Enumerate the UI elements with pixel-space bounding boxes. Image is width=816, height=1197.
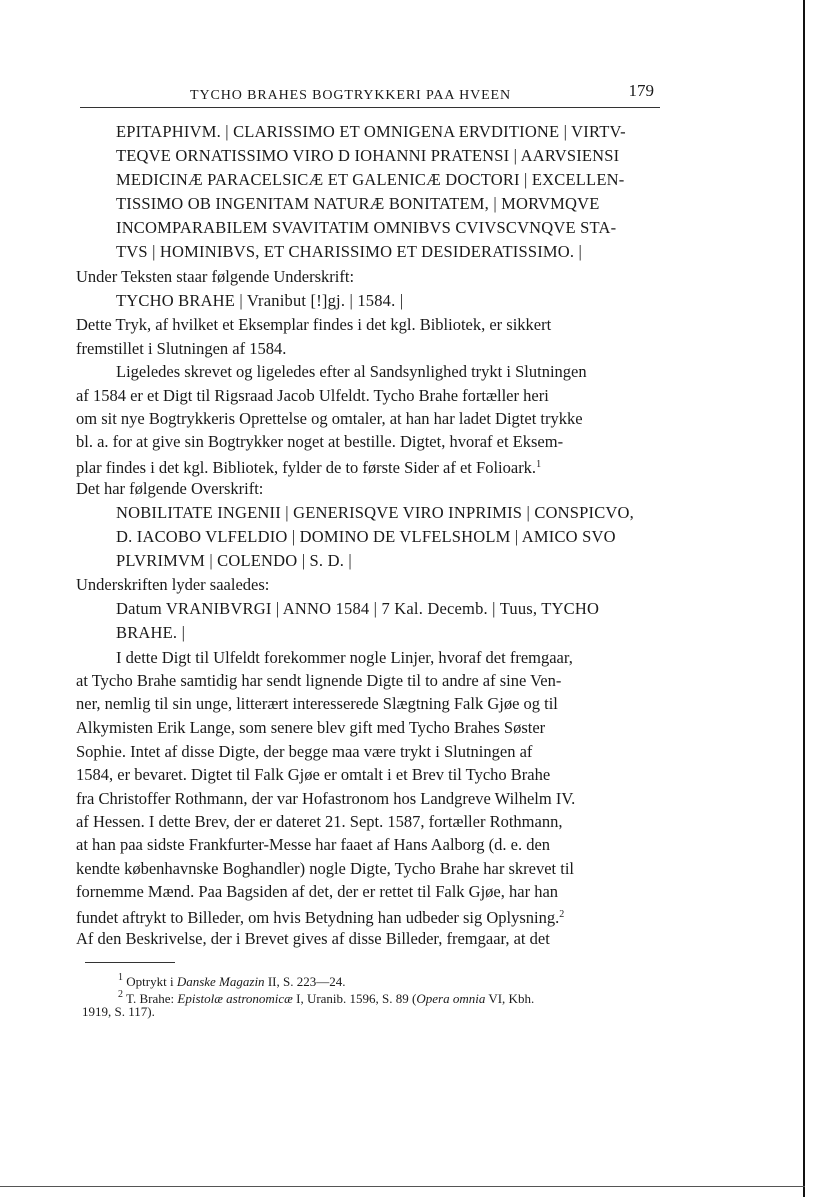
epitaph-line: TEQVE ORNATISSIMO VIRO D IOHANNI PRATENSI | AARVSIENSI [116, 146, 620, 165]
body-line: at han paa sidste Frankfurter-Messe har faaet af Hans Aalborg (d. e. den [76, 835, 551, 854]
body-line: Under Teksten staar følgende Underskrift: [76, 267, 355, 286]
body-line: fremstillet i Slutningen af 1584. [76, 339, 287, 358]
body-line: fornemme Mænd. Paa Bagsiden af det, der er rettet til Falk Gjøe, har han [76, 882, 559, 901]
body-line: plar findes i det kgl. Bibliotek, fylder de to første Sider af et Folioark.$^1$ [76, 458, 542, 477]
footnote-2: $^2$ T. Brahe: Epistolæ astronomicæ I, Uranib. 1596, S. 89 (Opera omnia VI, Kbh. [118, 989, 535, 1006]
body-line: af Hessen. I dette Brev, der er dateret 21. Sept. 1587, fortæller Rothmann, [76, 812, 563, 831]
header-rule [80, 107, 660, 108]
body-line: Alkymisten Erik Lange, som senere blev gift med Tycho Brahes Søster [76, 718, 546, 737]
dedication-line: PLVRIMVM | COLENDO | S. D. | [116, 551, 352, 570]
body-line: kendte københavnske Boghandler) nogle Digte, Tycho Brahe har skrevet til [76, 859, 574, 878]
footnote-1: $^1$ Optrykt i Danske Magazin II, S. 223—24. [118, 972, 346, 989]
body-line: at Tycho Brahe samtidig har sendt lignende Digte til to andre af sine Ven- [76, 671, 562, 690]
body-line: fra Christoffer Rothmann, der var Hofastronom hos Landgreve Wilhelm IV. [76, 789, 576, 808]
signature-line: TYCHO BRAHE | Vranibut [!]gj. | 1584. | [116, 291, 404, 310]
epitaph-line: INCOMPARABILEM SVAVITATIM OMNIBVS CVIVSCVNQVE STA- [116, 218, 617, 237]
body-line: Af den Beskrivelse, der i Brevet gives af disse Billeder, fremgaar, at det [76, 929, 550, 948]
scan-border-bottom [0, 1186, 805, 1187]
epitaph-line: MEDICINÆ PARACELSICÆ ET GALENICÆ DOCTORI | EXCELLEN- [116, 170, 625, 189]
body-line: Dette Tryk, af hvilket et Eksemplar findes i det kgl. Bibliotek, er sikkert [76, 315, 552, 334]
body-line: 1584, er bevaret. Digtet til Falk Gjøe er omtalt i et Brev til Tycho Brahe [76, 765, 551, 784]
body-line: bl. a. for at give sin Bogtrykker noget at bestille. Digtet, hvoraf et Eksem- [76, 432, 564, 451]
body-line: Det har følgende Overskrift: [76, 479, 264, 498]
body-line: ner, nemlig til sin unge, litterært interesserede Slægtning Falk Gjøe og til [76, 694, 558, 713]
body-line: I dette Digt til Ulfeldt forekommer nogle Linjer, hvoraf det fremgaar, [116, 648, 573, 667]
body-line: af 1584 er et Digt til Rigsraad Jacob Ulfeldt. Tycho Brahe fortæller heri [76, 386, 549, 405]
body-line: fundet aftrykt to Billeder, om hvis Betydning han udbeder sig Oplysning.$^2$ [76, 908, 565, 927]
running-head: TYCHO BRAHES BOGTRYKKERI PAA HVEEN [190, 88, 511, 103]
scan-border-right [803, 0, 805, 1197]
footnote-rule [85, 962, 175, 963]
body-line: Sophie. Intet af disse Digte, der begge maa være trykt i Slutningen af [76, 742, 533, 761]
footnote-mark: 1 [536, 459, 542, 470]
epitaph-line: EPITAPHIVM. | CLARISSIMO ET OMNIGENA ERVDITIONE | VIRTV- [116, 122, 626, 141]
epitaph-line: TVS | HOMINIBVS, ET CHARISSIMO ET DESIDERATISSIMO. | [116, 242, 583, 261]
page-number: 179 [628, 81, 654, 100]
dedication-line: D. IACOBO VLFELDIO | DOMINO DE VLFELSHOLM | AMICO SVO [116, 527, 616, 546]
body-line: Underskriften lyder saaledes: [76, 575, 270, 594]
body-line: om sit nye Bogtrykkeris Oprettelse og omtaler, at han har ladet Digtet trykke [76, 409, 583, 428]
signature-line: Datum VRANIBVRGI | ANNO 1584 | 7 Kal. Decemb. | Tuus, TYCHO [116, 599, 600, 618]
footnote-mark: 2 [559, 909, 565, 920]
epitaph-line: TISSIMO OB INGENITAM NATURÆ BONITATEM, | MORVMQVE [116, 194, 600, 213]
dedication-line: NOBILITATE INGENII | GENERISQVE VIRO INPRIMIS | CONSPICVO, [116, 503, 634, 522]
page-header [80, 81, 660, 108]
footnote-2-continued: 1919, S. 117). [82, 1004, 155, 1019]
body-line: Ligeledes skrevet og ligeledes efter al Sandsynlighed trykt i Slutningen [116, 362, 587, 381]
signature-line: BRAHE. | [116, 623, 186, 642]
